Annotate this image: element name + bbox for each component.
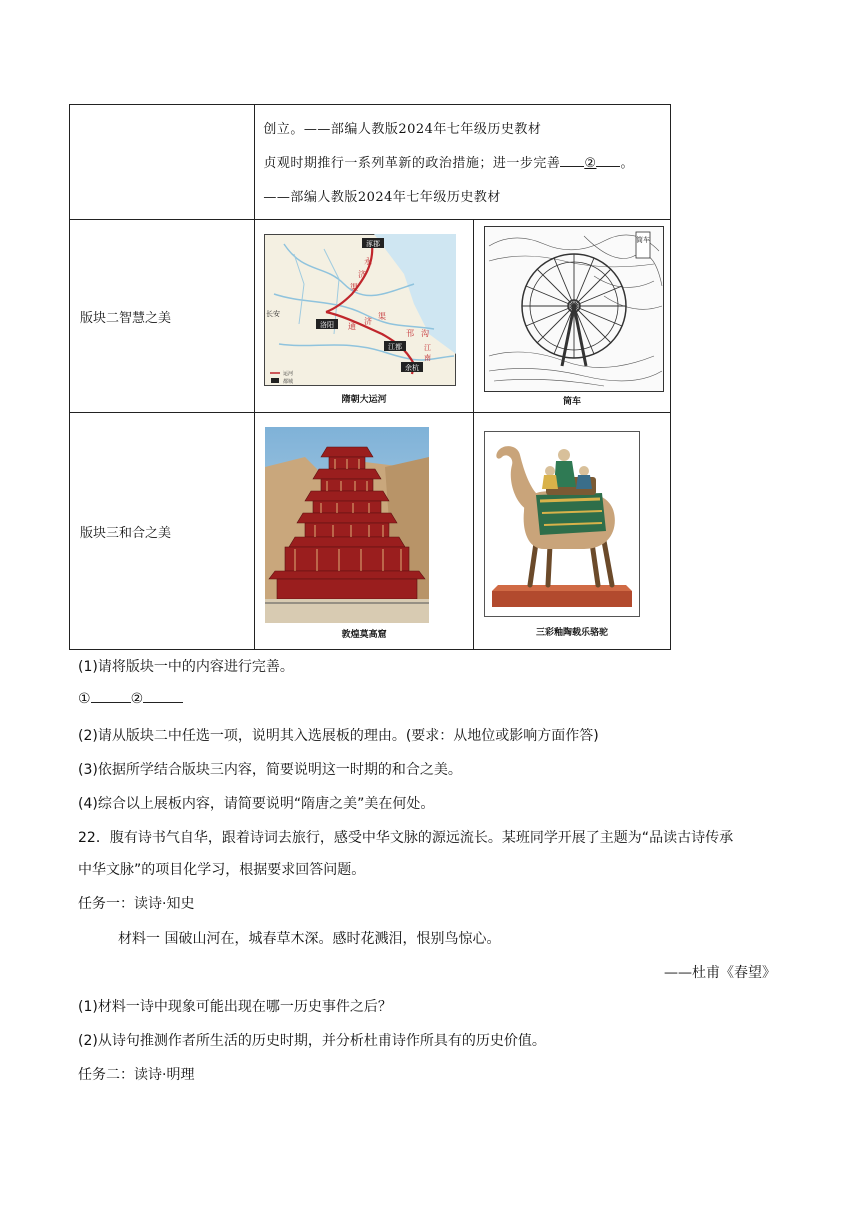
section2-label: 版块二智慧之美 [70, 220, 255, 413]
section1-line3: ——部编人教版2024年七年级历史教材 [263, 190, 501, 205]
table-row [70, 105, 671, 220]
question-4: (4)综合以上展板内容，请简要说明“隋唐之美”美在何处。 [78, 796, 435, 812]
map-legend: 都城 [283, 379, 294, 385]
tricolor-camel-cell [473, 413, 670, 650]
figure-caption: 敦煌莫高窟 [341, 630, 387, 640]
task-1-question-2: (2)从诗句推测作者所生活的历史时期，并分析杜甫诗作所具有的历史价值。 [78, 1033, 546, 1049]
grand-canal-map [264, 234, 456, 386]
tricolor-camel-photo [484, 431, 640, 617]
section1-line2 [263, 147, 662, 181]
answer-marker-2: ② [130, 691, 144, 707]
table-row [70, 220, 671, 413]
map-label-luoyang: 洛阳 [320, 321, 335, 329]
figure-caption: 筒车 [562, 397, 581, 407]
material-1: 材料一 国破山河在，城春草木深。感时花溅泪，恨别鸟惊心。 [118, 931, 501, 947]
punctuation: 。 [620, 156, 634, 171]
blank-marker-2: ② [584, 156, 597, 171]
figure-caption: 隋朝大运河 [341, 395, 387, 405]
answer-blank-2[interactable] [143, 702, 183, 703]
question-3: (3)依据所学结合版块三内容，简要说明这一时期的和合之美。 [78, 762, 462, 778]
table-label-cell-empty [70, 105, 255, 220]
question-22-line2: 中华文脉”的项目化学习，根据要求回答问题。 [78, 862, 366, 878]
question-1: (1)请将版块一中的内容进行完善。 [78, 659, 294, 675]
fill-blank[interactable] [596, 166, 620, 167]
figure-caption: 三彩釉陶载乐骆驼 [535, 628, 608, 638]
map-label: 南 [424, 354, 432, 362]
map-label: 渠 [350, 283, 359, 292]
map-label: 济 [364, 317, 373, 326]
exhibit-table [69, 104, 671, 650]
section1-line1: 创立。——部编人教版2024年七年级历史教材 [263, 122, 542, 137]
task-1-question-1: (1)材料一诗中现象可能出现在哪一历史事件之后？ [78, 999, 392, 1015]
waterwheel-title: 筒车 [635, 236, 650, 244]
question-2: (2)请从版块二中任选一项，说明其入选展板的理由。(要求：从地位或影响方面作答) [78, 728, 599, 744]
section1-line2-prefix: 贞观时期推行一系列革新的政治措施；进一步完善 [263, 156, 561, 171]
waterwheel-drawing [484, 226, 664, 392]
fill-blank[interactable] [560, 166, 584, 167]
map-label: 邗 [406, 329, 415, 338]
map-label-yuhang: 余杭 [405, 364, 420, 372]
map-label-changan: 长安 [266, 310, 281, 318]
task-2-heading: 任务二：读诗·明理 [78, 1067, 195, 1083]
question-22-line1: 22．腹有诗书气自华，跟着诗词去旅行，感受中华文脉的源远流长。某班同学开展了主题为“品读古诗传承 [78, 830, 734, 846]
table-row [70, 413, 671, 650]
map-label-jiangdu: 江都 [388, 343, 403, 351]
section1-text-cell [255, 105, 671, 220]
map-label: 沟 [421, 329, 430, 338]
material-1-source: ——杜甫《春望》 [664, 965, 776, 981]
map-label: 江 [424, 344, 432, 352]
map-label-zhuojun: 涿郡 [366, 240, 381, 248]
map-label: 渠 [378, 312, 387, 321]
map-legend: 运河 [283, 371, 294, 377]
map-label: 永 [364, 257, 373, 266]
section3-label: 版块三和合之美 [70, 413, 255, 650]
mogao-cell [255, 413, 474, 650]
waterwheel-cell [473, 220, 670, 413]
canal-map-cell [255, 220, 474, 413]
map-label: 通 [348, 322, 357, 331]
answer-marker-1: ① [78, 691, 91, 707]
answer-blank-1[interactable] [91, 702, 131, 703]
mogao-grottoes-photo [265, 427, 429, 623]
task-1-heading: 任务一：读诗·知史 [78, 896, 195, 912]
map-label: 济 [358, 270, 367, 279]
question-1-answer-line [78, 691, 183, 707]
